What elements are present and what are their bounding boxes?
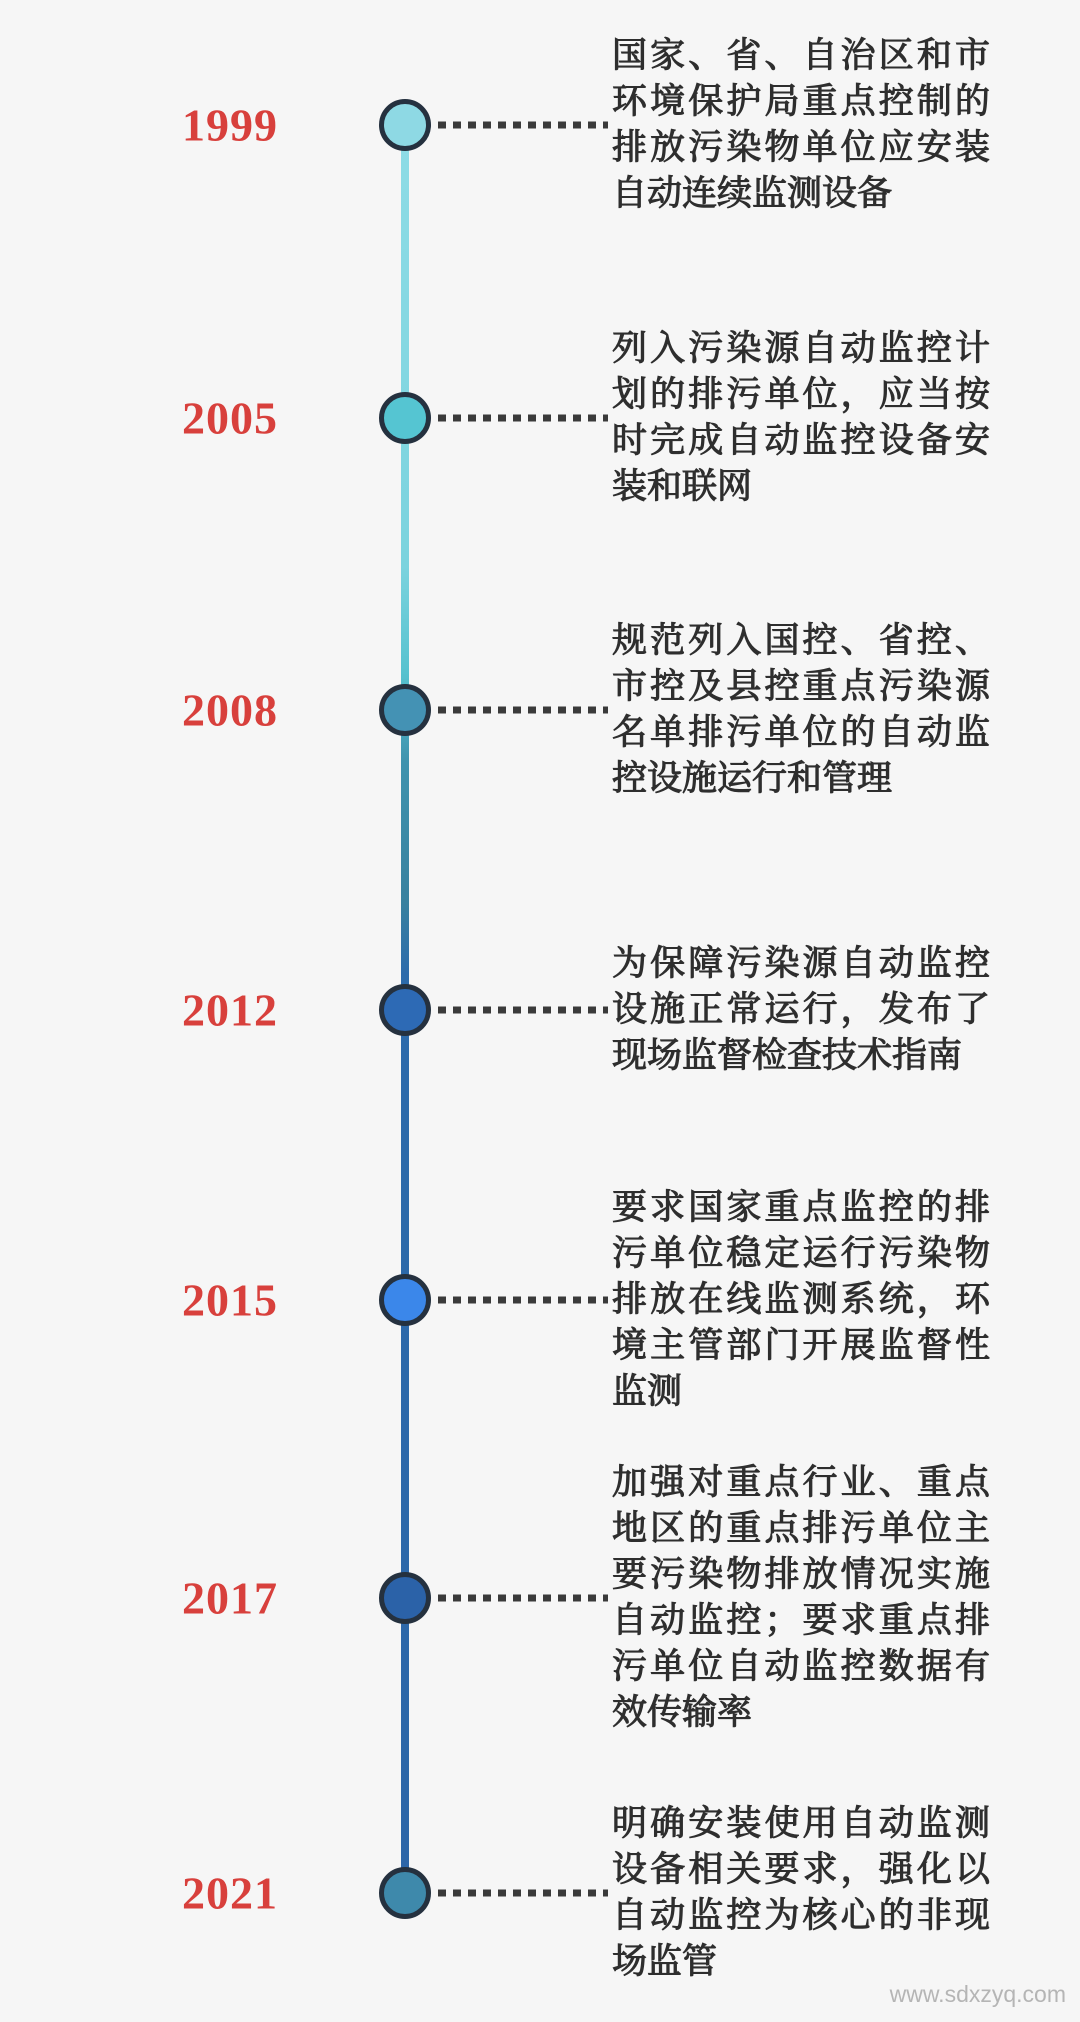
timeline-dot: [379, 984, 431, 1036]
timeline-dot: [379, 392, 431, 444]
timeline-dot: [379, 1572, 431, 1624]
year-label: 2017: [182, 1572, 278, 1624]
year-label: 2021: [182, 1867, 278, 1919]
event-description: 要求国家重点监控的排污单位稳定运行污染物排放在线监测系统，环境主管部门开展监督性监测: [612, 1188, 990, 1411]
dotted-connector: [438, 1297, 608, 1304]
event-description: 列入污染源自动监控计划的排污单位，应当按时完成自动监控设备安装和联网: [612, 329, 990, 506]
year-label: 2015: [182, 1274, 278, 1326]
timeline-dot: [379, 99, 431, 151]
dotted-connector: [438, 1007, 608, 1014]
event-description: 为保障污染源自动监控设施正常运行，发布了现场监督检查技术指南: [612, 944, 990, 1075]
year-label: 1999: [182, 99, 278, 151]
dotted-connector: [438, 1595, 608, 1602]
event-description: 国家、省、自治区和市环境保护局重点控制的排放污染物单位应安装自动连续监测设备: [612, 36, 990, 213]
timeline-dot: [379, 1867, 431, 1919]
dotted-connector: [438, 1890, 608, 1897]
dotted-connector: [438, 122, 608, 129]
timeline-dot: [379, 1274, 431, 1326]
timeline-dot: [379, 684, 431, 736]
dotted-connector: [438, 415, 608, 422]
event-description: 加强对重点行业、重点地区的重点排污单位主要污染物排放情况实施自动监控；要求重点排污单位自动监控数据有效传输率: [612, 1463, 990, 1732]
year-label: 2005: [182, 392, 278, 444]
event-description: 明确安装使用自动监测设备相关要求，强化以自动监控为核心的非现场监管: [612, 1804, 990, 1981]
year-label: 2008: [182, 684, 278, 736]
year-label: 2012: [182, 984, 278, 1036]
event-description: 规范列入国控、省控、市控及县控重点污染源名单排污单位的自动监控设施运行和管理: [612, 621, 990, 798]
watermark: www.sdxzyq.com: [889, 1981, 1066, 2007]
dotted-connector: [438, 707, 608, 714]
